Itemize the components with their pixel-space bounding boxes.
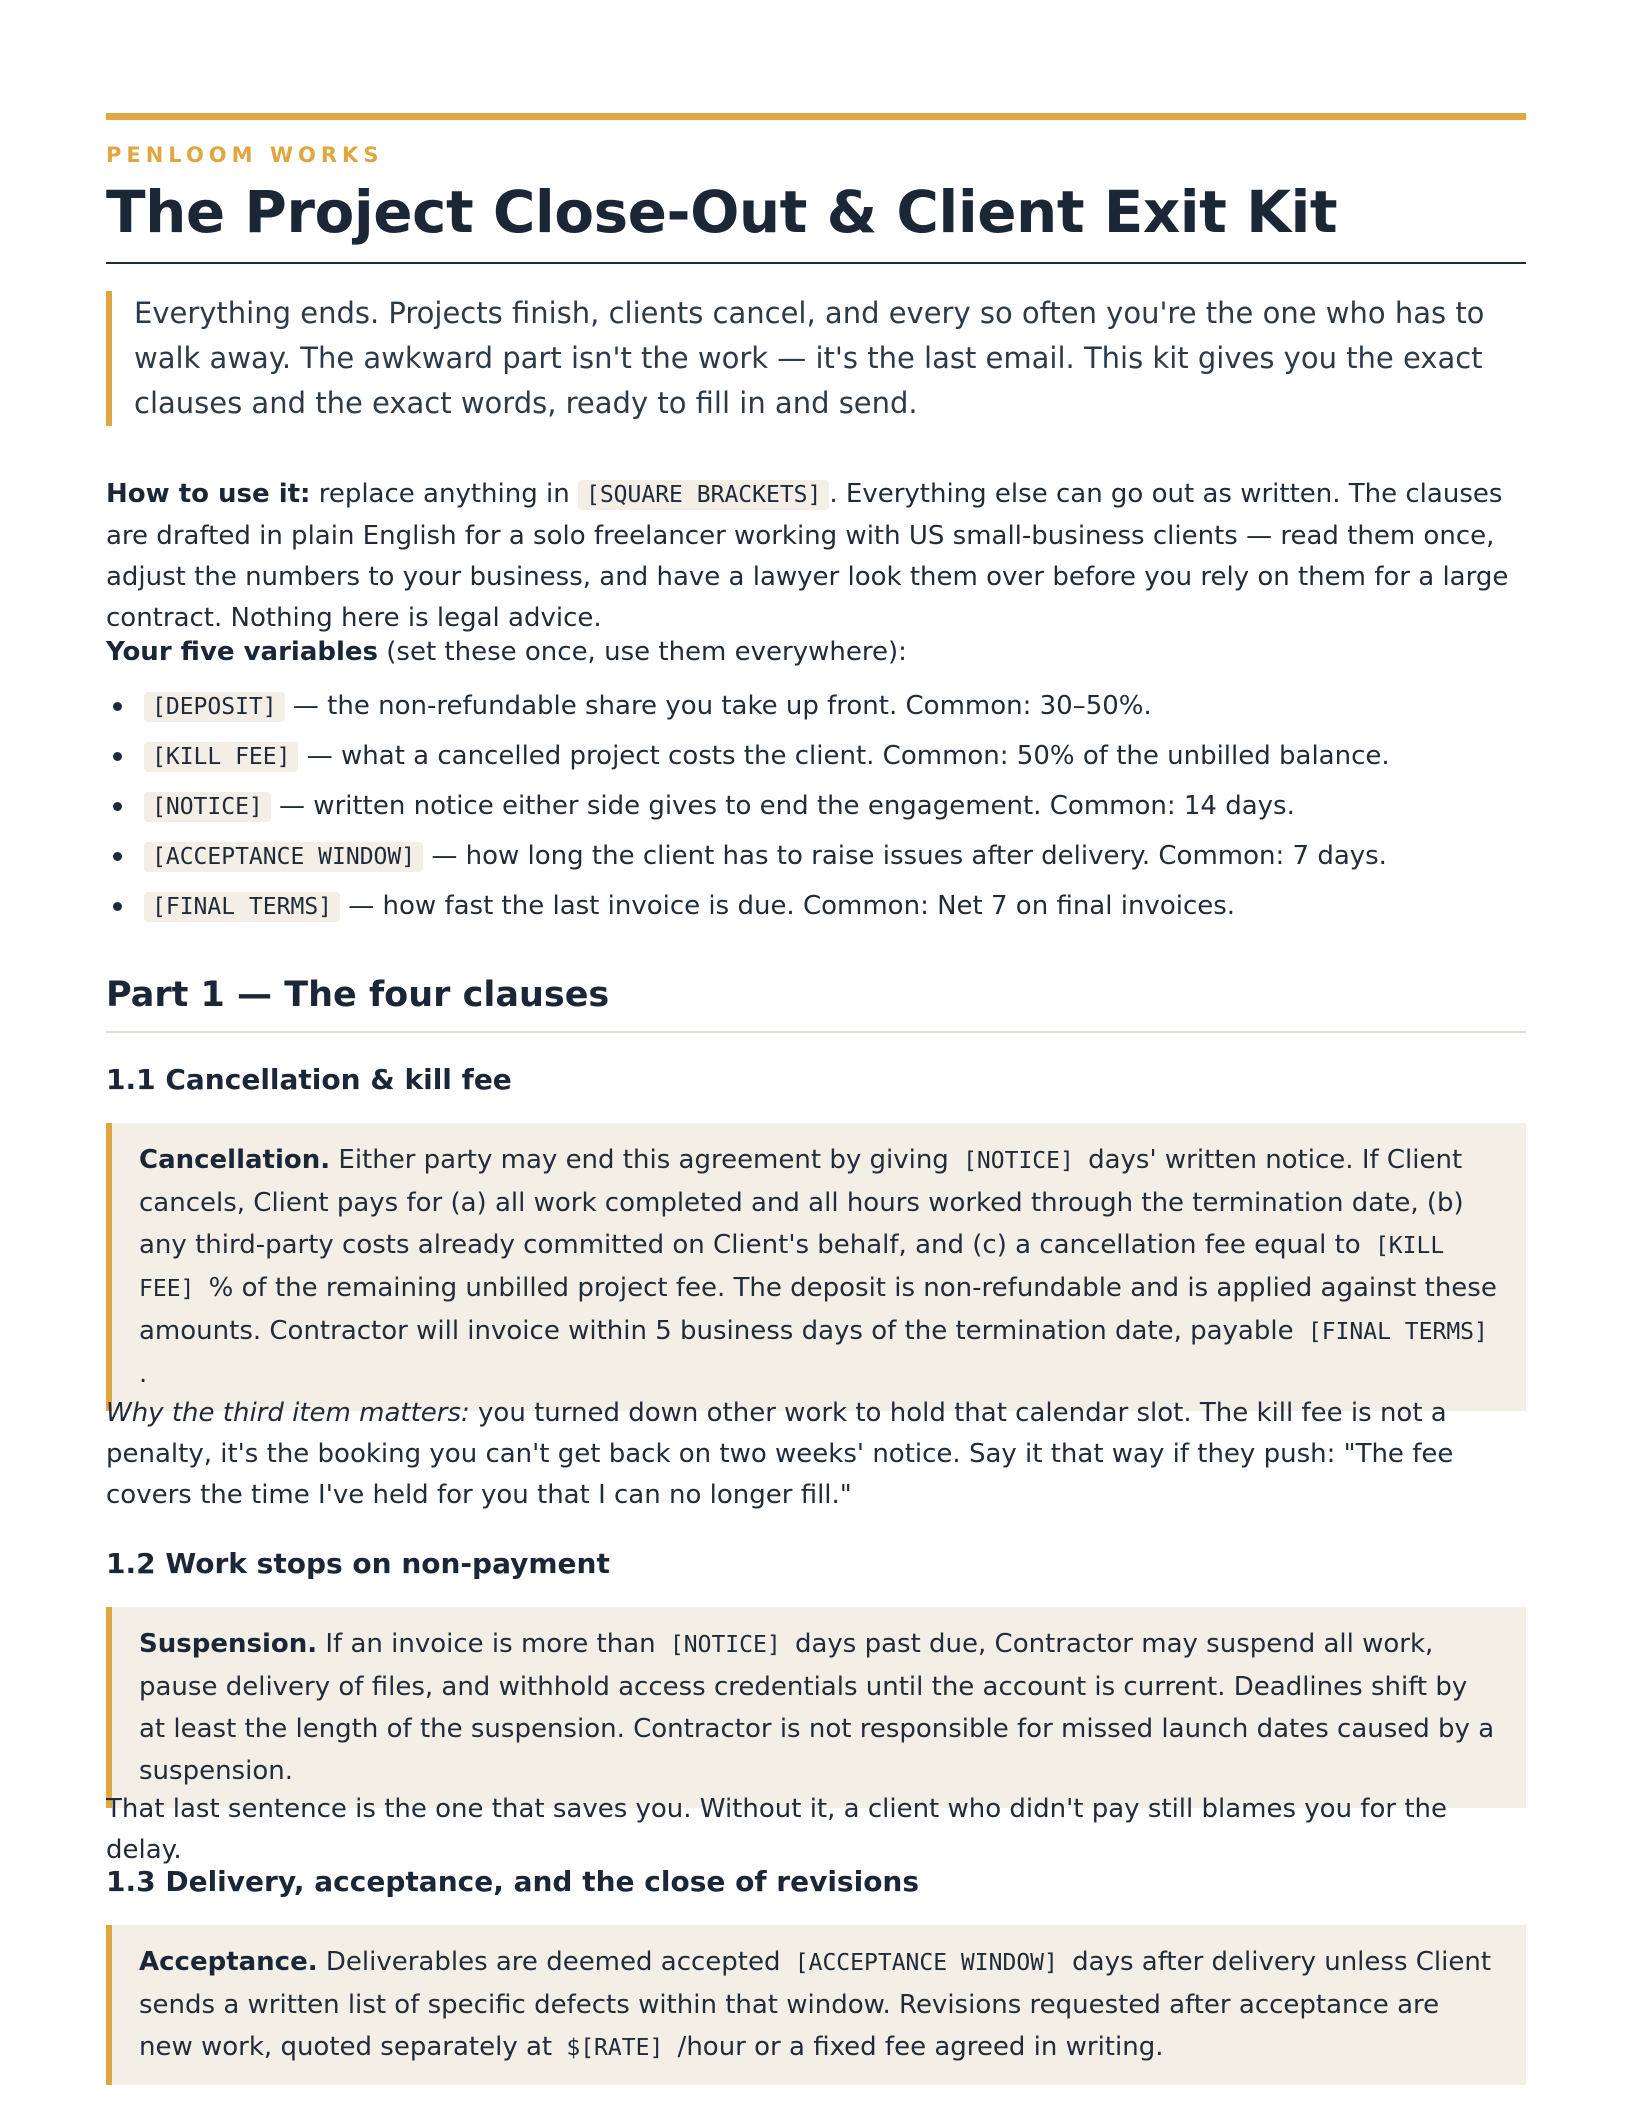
- how-to-paragraph: [106, 474, 1526, 639]
- list-item: [106, 836, 1526, 886]
- placeholder-code: [ACCEPTANCE WINDOW]: [794, 1950, 1058, 1976]
- variables-intro-rest: (set these once, use them everywhere):: [378, 637, 907, 667]
- variable-description: — how fast the last invoice is due. Common: Net 7 on final invoices.: [340, 891, 1236, 921]
- variable-code: [KILL FEE]: [144, 742, 298, 772]
- how-to-label: How to use it:: [106, 479, 311, 509]
- variable-code: [FINAL TERMS]: [144, 892, 340, 922]
- intro-callout: Everything ends. Projects finish, clients cancel, and every so often you're the one who has to walk away. The awkward part isn't the work — it's the last email. This kit gives you the exact clauses and the exact words, ready to fill in and send.: [106, 291, 1534, 426]
- list-item: [106, 736, 1526, 786]
- clause-text: .: [139, 1359, 148, 1389]
- clause-text: days' written notice. If Client cancels, Client pays for (a) all work completed and all hours worked through the termination date, (b) any third-party costs already committed on Client's behalf, and (c) a cancellation fee equal to: [139, 1145, 1464, 1260]
- title-divider: [106, 262, 1526, 264]
- how-to-text-1: replace anything in: [310, 479, 578, 509]
- variable-code: [DEPOSIT]: [144, 692, 285, 722]
- part1-divider: [106, 1031, 1526, 1033]
- placeholder-code: [NOTICE]: [963, 1148, 1074, 1174]
- list-item: [106, 886, 1526, 936]
- variable-description: — what a cancelled project costs the client. Common: 50% of the unbilled balance.: [298, 741, 1390, 771]
- section-1-1-heading: 1.1 Cancellation & kill fee: [106, 1063, 512, 1096]
- clause-text: % of the remaining unbilled project fee. The deposit is non-refundable and is applied against these amounts. Contractor will invoice within 5 business days of the termination date, payable: [139, 1273, 1497, 1346]
- section-1-2-heading: 1.2 Work stops on non-payment: [106, 1547, 610, 1580]
- section-1-3-heading: 1.3 Delivery, acceptance, and the close of revisions: [106, 1865, 920, 1898]
- placeholder-code: [NOTICE]: [669, 1632, 781, 1658]
- clause-text: Either party may end this agreement by giving: [330, 1145, 958, 1175]
- clause-label: Cancellation.: [139, 1145, 331, 1175]
- suspension-clause: [106, 1607, 1526, 1808]
- variables-label: Your five variables: [106, 637, 378, 667]
- placeholder-code: $[RATE]: [566, 2035, 664, 2061]
- clause-label: Suspension.: [139, 1629, 318, 1659]
- placeholder-code: [FINAL TERMS]: [1307, 1319, 1488, 1345]
- cancellation-clause: [106, 1123, 1526, 1411]
- list-item: [106, 786, 1526, 836]
- list-item: [106, 686, 1526, 736]
- part1-heading: Part 1 — The four clauses: [106, 975, 610, 1015]
- clause-label: Acceptance.: [139, 1947, 318, 1977]
- brand-label: PENLOOM WORKS: [106, 143, 384, 167]
- placeholder-code: [KILL FEE]: [139, 1233, 1445, 1302]
- variables-intro: [106, 632, 1526, 673]
- accent-top-rule: [106, 113, 1526, 120]
- clause-text: days past due, Contractor may suspend all work, pause delivery of files, and withhold access credentials until the account is current. Deadlines shift by at least the length of the suspension. Contractor is not responsible for missed launch dates caused by a suspension.: [139, 1629, 1495, 1786]
- variables-list: [106, 686, 1526, 936]
- suspension-note: That last sentence is the one that saves you. Without it, a client who didn't pay still blames you for the delay.: [106, 1794, 1448, 1865]
- clause-text: If an invoice is more than: [317, 1629, 664, 1659]
- variable-description: — how long the client has to raise issues after delivery. Common: 7 days.: [423, 841, 1387, 871]
- variable-code: [NOTICE]: [144, 792, 271, 822]
- how-to-text-2: . Everything else can go out as written. The clauses are drafted in plain English for a solo freelancer working with US small-business clients — read them once, adjust the numbers to your business, and have a lawyer look them over before you rely on them for a large contract. Nothing here is legal advice.: [106, 479, 1509, 633]
- clause-text: /hour or a fixed fee agreed in writing.: [669, 2032, 1164, 2062]
- kill-fee-note: [106, 1393, 1526, 1516]
- note-label: Why the third item matters:: [106, 1398, 470, 1428]
- clause-text: Deliverables are deemed accepted: [317, 1947, 789, 1977]
- acceptance-clause: [106, 1925, 1526, 2085]
- note-text: you turned down other work to hold that calendar slot. The kill fee is not a penalty, it's the booking you can't get back on two weeks' notice. Say it that way if they push: "The fee covers the time I've held for you that I can no longer fill.": [106, 1398, 1454, 1510]
- clause-text: days after delivery unless Client sends a written list of specific defects within that window. Revisions requested after acceptance are new work, quoted separately at: [139, 1947, 1492, 2062]
- variable-code: [ACCEPTANCE WINDOW]: [144, 842, 423, 872]
- variable-description: — the non-refundable share you take up front. Common: 30–50%.: [284, 691, 1152, 721]
- page-title: The Project Close-Out & Client Exit Kit: [106, 178, 1338, 246]
- variable-description: — written notice either side gives to end the engagement. Common: 14 days.: [270, 791, 1295, 821]
- placeholder-code: [SQUARE BRACKETS]: [578, 480, 829, 510]
